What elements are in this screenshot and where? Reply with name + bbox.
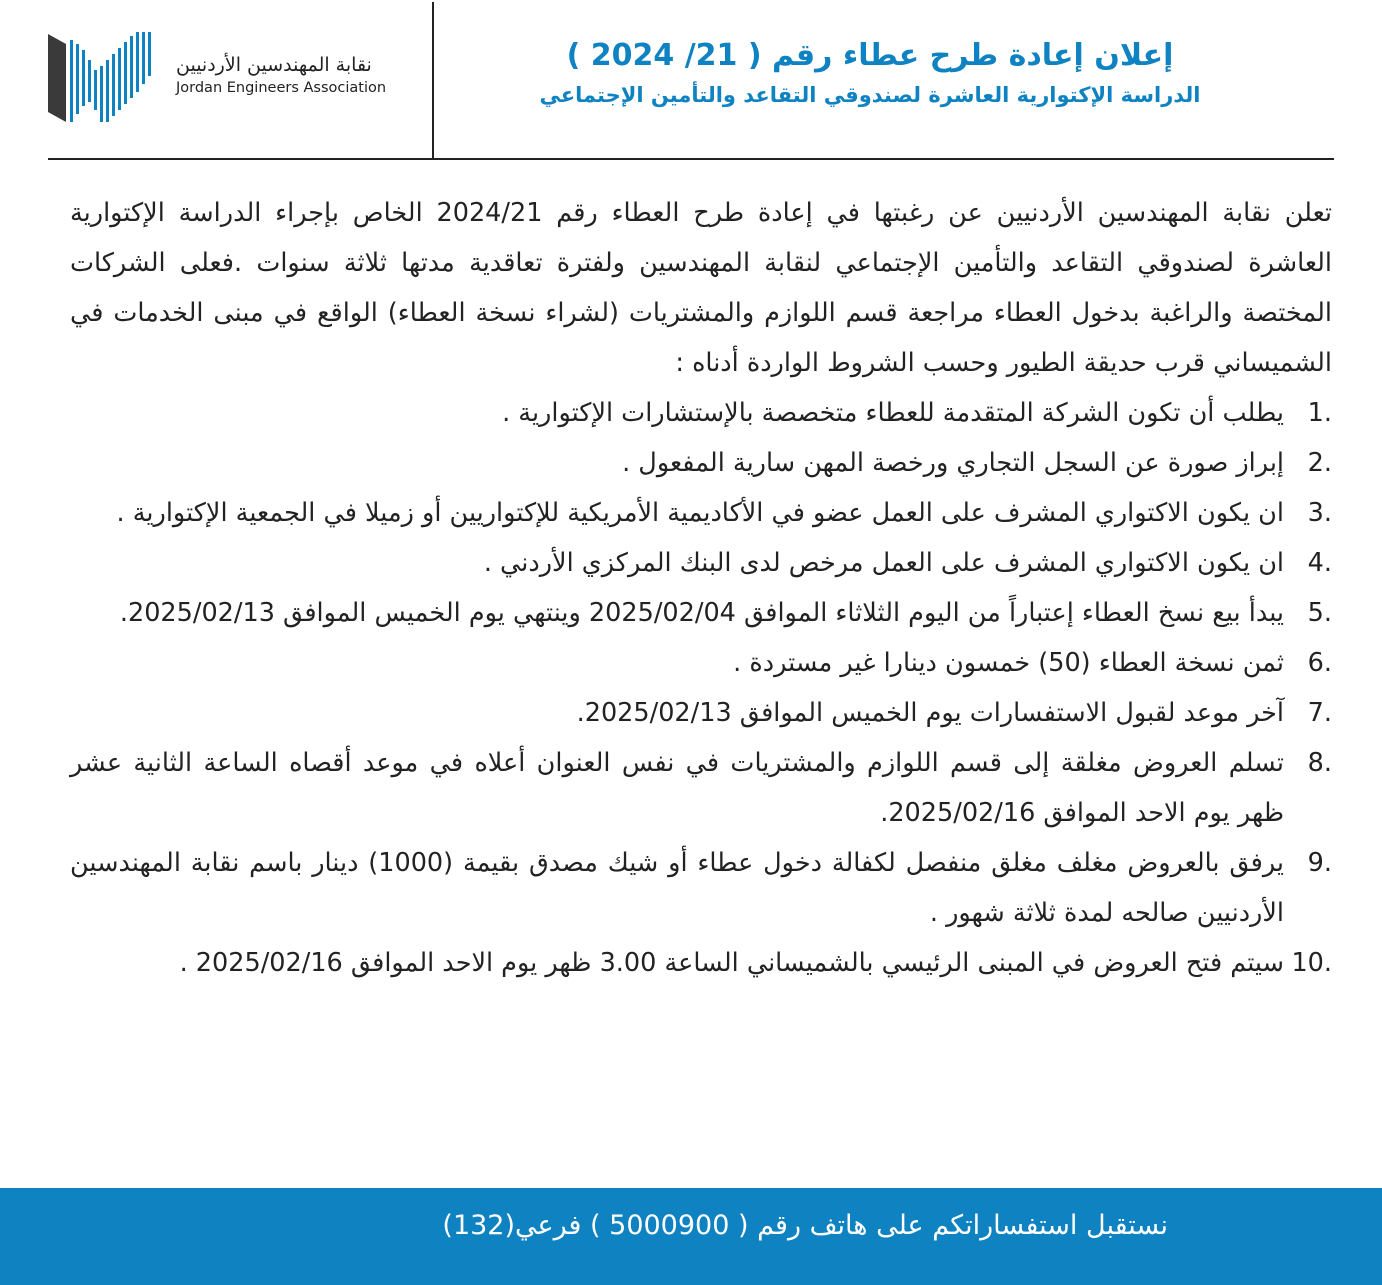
title-block — [440, 30, 1300, 107]
condition-text: تسلم العروض مغلقة إلى قسم اللوازم والمشتريات في نفس العنوان أعلاه في موعد أقصاه الساعة الثانية عشر ظهر يوم الاحد الموافق 2025/02/16. — [70, 748, 1284, 828]
condition-item-7 — [70, 688, 1332, 738]
condition-number: 4. — [1307, 548, 1332, 578]
association-logo — [46, 30, 426, 126]
condition-text: ان يكون الاكتواري المشرف على العمل عضو في الأكاديمية الأمريكية للإكتواريين أو زميلا في الجمعية الإكتوارية . — [116, 498, 1284, 528]
condition-number: 7. — [1307, 698, 1332, 728]
condition-number: 10. — [1291, 948, 1332, 978]
logo-english-name: Jordan Engineers Association — [176, 80, 387, 96]
intro-paragraph: تعلن نقابة المهندسين الأردنيين عن رغبتها في إعادة طرح العطاء رقم 2024/21 الخاص بإجراء الدراسة الإكتوارية العاشرة لصندوقي التقاعد والتأمين الإجتماعي لنقابة المهندسين ولفترة تعاقدية مدتها ثلاثة سنوات .فعلى الشركات المختصة والراغبة بدخول العطاء مراجعة قسم اللوازم والمشتريات (لشراء نسخة العطاء) الواقع في مبنى الخدمات في الشميساني قرب حديقة الطيور وحسب الشروط الواردة أدناه : — [70, 198, 1333, 378]
logo-arabic-name: نقابة المهندسين الأردنيين — [176, 54, 372, 76]
condition-text: يرفق بالعروض مغلف مغلق منفصل لكفالة دخول عطاء أو شيك مصدق بقيمة (1000) دينار باسم نقابة المهندسين الأردنيين صالحه لمدة ثلاثة شهور . — [70, 848, 1285, 928]
condition-item-6 — [70, 638, 1332, 688]
jea-logo-icon — [46, 30, 158, 126]
condition-text: ثمن نسخة العطاء (50) خمسون دينارا غير مستردة . — [733, 648, 1284, 678]
footer-contact-bar — [0, 1188, 1382, 1285]
condition-number: 6. — [1307, 648, 1332, 678]
condition-item-9 — [70, 838, 1332, 938]
footer-contact-text: نستقبل استفساراتكم على هاتف رقم ( 5000900 ) فرعي(132) — [442, 1210, 1168, 1241]
condition-number: 5. — [1307, 598, 1332, 628]
condition-text: إبراز صورة عن السجل التجاري ورخصة المهن سارية المفعول . — [622, 448, 1284, 478]
condition-item-2 — [70, 438, 1332, 488]
condition-item-5 — [70, 588, 1332, 638]
header — [0, 0, 1382, 162]
condition-item-8 — [70, 738, 1332, 838]
condition-text: سيتم فتح العروض في المبنى الرئيسي بالشميساني الساعة 3.00 ظهر يوم الاحد الموافق 2025/02/16 . — [179, 948, 1284, 978]
condition-text: يطلب أن تكون الشركة المتقدمة للعطاء متخصصة بالإستشارات الإكتوارية . — [502, 398, 1284, 428]
condition-number: 9. — [1307, 848, 1332, 878]
announcement-title: إعلان إعادة طرح عطاء رقم ( 21/ 2024 ) — [566, 38, 1174, 73]
condition-item-10 — [70, 938, 1332, 988]
condition-item-4 — [70, 538, 1332, 588]
condition-text: آخر موعد لقبول الاستفسارات يوم الخميس الموافق 2025/02/13. — [576, 698, 1284, 728]
condition-text: ان يكون الاكتواري المشرف على العمل مرخص لدى البنك المركزي الأردني . — [483, 548, 1284, 578]
condition-number: 8. — [1307, 748, 1332, 778]
announcement-body — [70, 188, 1332, 988]
condition-number: 1. — [1307, 398, 1332, 428]
condition-text: يبدأ بيع نسخ العطاء إعتباراً من اليوم الثلاثاء الموافق 2025/02/04 وينتهي يوم الخميس الموافق 2025/02/13. — [119, 598, 1284, 628]
condition-number: 2. — [1307, 448, 1332, 478]
header-vertical-divider — [432, 2, 434, 158]
announcement-subtitle: الدراسة الإكتوارية العاشرة لصندوقي التقاعد والتأمين الإجتماعي — [539, 83, 1201, 107]
header-bottom-divider — [48, 158, 1334, 160]
condition-item-1 — [70, 388, 1332, 438]
condition-item-3 — [70, 488, 1332, 538]
condition-number: 3. — [1307, 498, 1332, 528]
